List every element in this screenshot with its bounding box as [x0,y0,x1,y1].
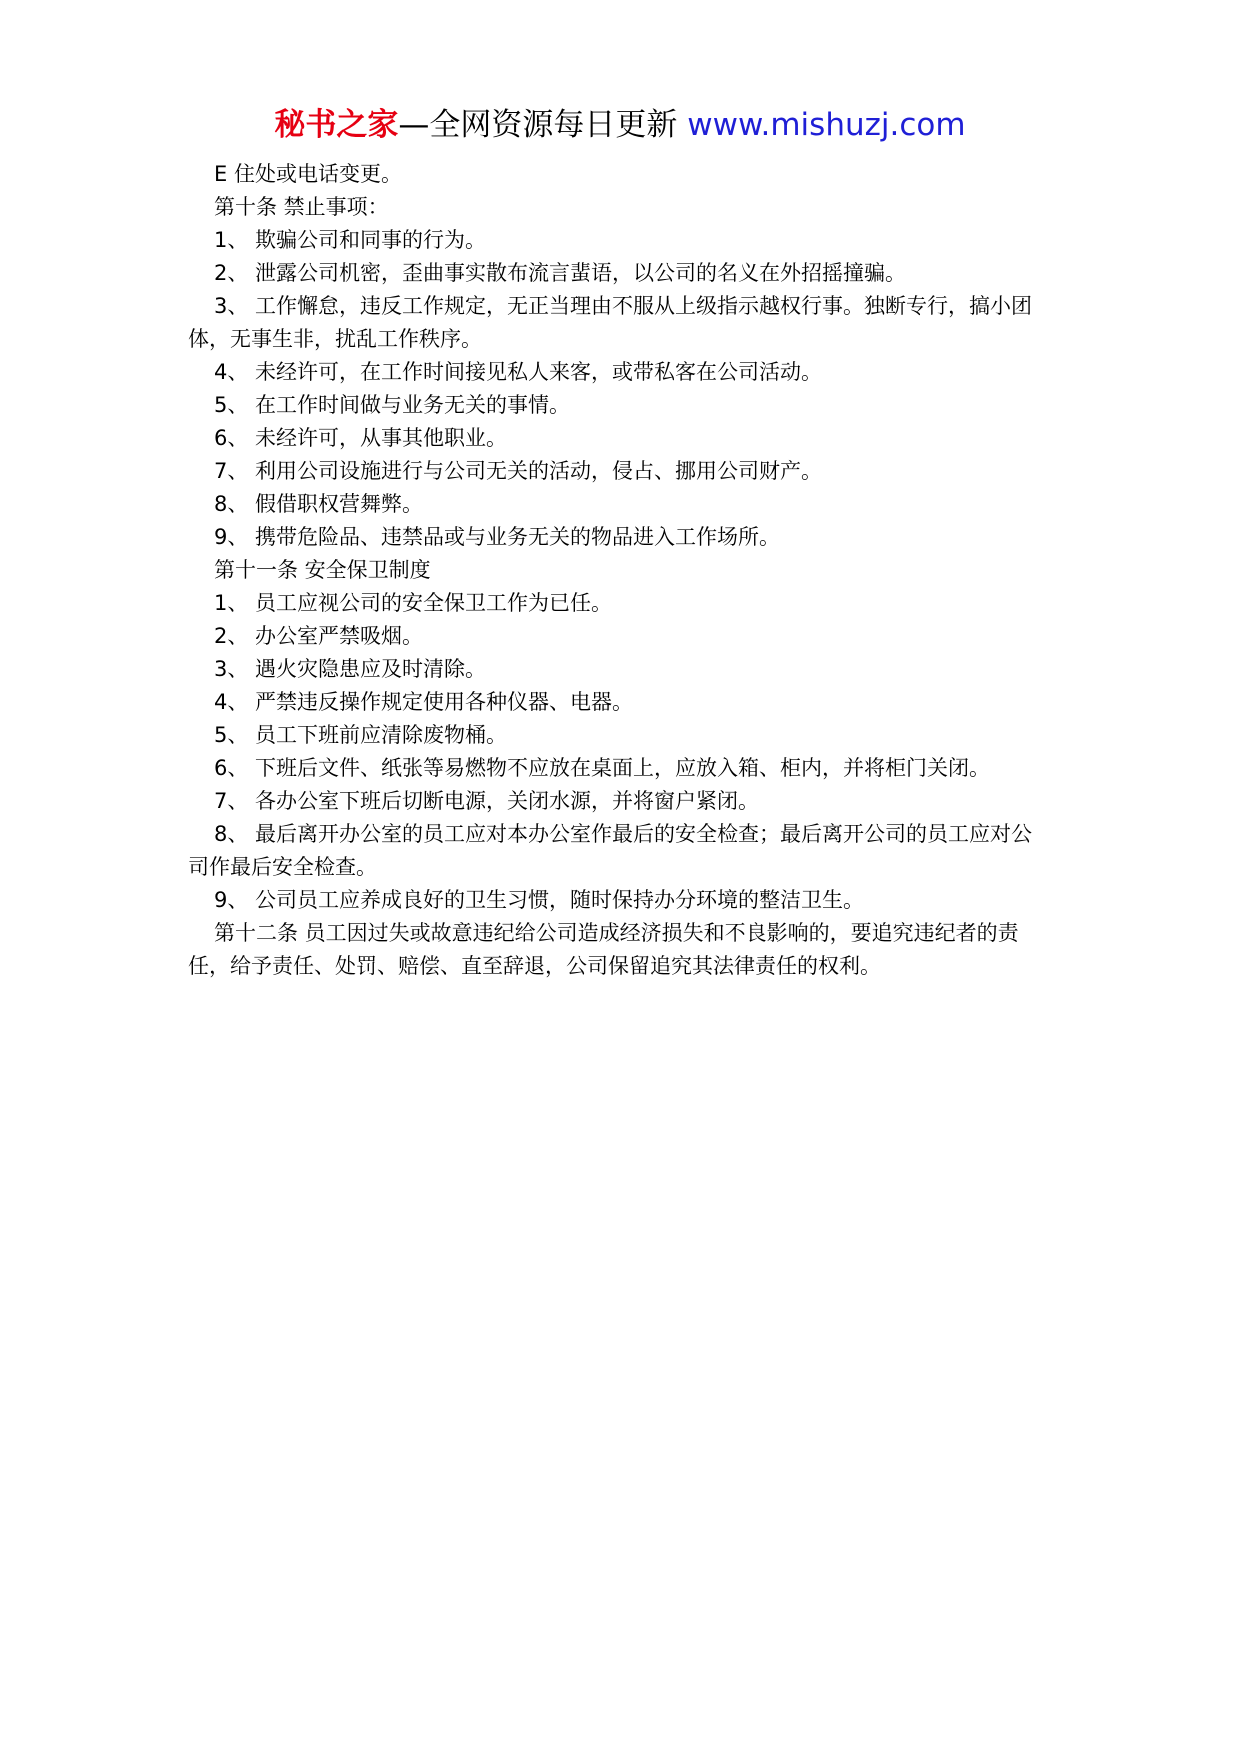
paragraph-contact-change: E 住处或电话变更。 [214,162,402,186]
list-item: 6、 未经许可，从事其他职业。 [214,426,508,450]
list-item: 8、 最后离开办公室的员工应对本办公室作最后的安全检查；最后离开公司的员工应对公司作最后安全检查。 [188,822,1033,879]
list-item: 2、 办公室严禁吸烟。 [214,624,424,648]
list-item: 4、 严禁违反操作规定使用各种仪器、电器。 [214,690,634,714]
list-item: 3、 遇火灾隐患应及时清除。 [214,657,487,681]
list-item: 3、 工作懈怠，违反工作规定，无正当理由不服从上级指示越权行事。独断专行，搞小团体，无事生非，扰乱工作秩序。 [188,294,1033,351]
list-item: 1、 欺骗公司和同事的行为。 [214,228,487,252]
list-item: 7、 利用公司设施进行与公司无关的活动，侵占、挪用公司财产。 [214,459,823,483]
site-brand: 秘书之家 [274,107,399,143]
document-body [188,158,1052,983]
list-item: 5、 员工下班前应清除废物桶。 [214,723,508,747]
site-url-link[interactable]: www.mishuzj.com [687,107,966,143]
site-header [0,102,1240,148]
list-item: 7、 各办公室下班后切断电源，关闭水源，并将窗户紧闭。 [214,789,760,813]
list-item: 6、 下班后文件、纸张等易燃物不应放在桌面上，应放入箱、柜内，并将柜门关闭。 [214,756,991,780]
list-item: 4、 未经许可，在工作时间接见私人来客，或带私客在公司活动。 [214,360,823,384]
list-item: 9、 携带危险品、违禁品或与业务无关的物品进入工作场所。 [214,525,781,549]
list-item: 9、 公司员工应养成良好的卫生习惯，随时保持办分环境的整洁卫生。 [214,888,865,912]
list-item: 8、 假借职权营舞弊。 [214,492,424,516]
section-heading-article-10: 第十条 禁止事项： [214,195,389,219]
section-article-12: 第十二条 员工因过失或故意违纪给公司造成经济损失和不良影响的，要追究违纪者的责任，给予责任、处罚、赔偿、直至辞退，公司保留追究其法律责任的权利。 [188,921,1019,978]
list-item: 2、 泄露公司机密，歪曲事实散布流言蜚语，以公司的名义在外招摇撞骗。 [214,261,907,285]
site-tagline: —全网资源每日更新 [398,107,688,143]
list-item: 5、 在工作时间做与业务无关的事情。 [214,393,571,417]
section-heading-article-11: 第十一条 安全保卫制度 [214,558,431,582]
list-item: 1、 员工应视公司的安全保卫工作为已任。 [214,591,613,615]
